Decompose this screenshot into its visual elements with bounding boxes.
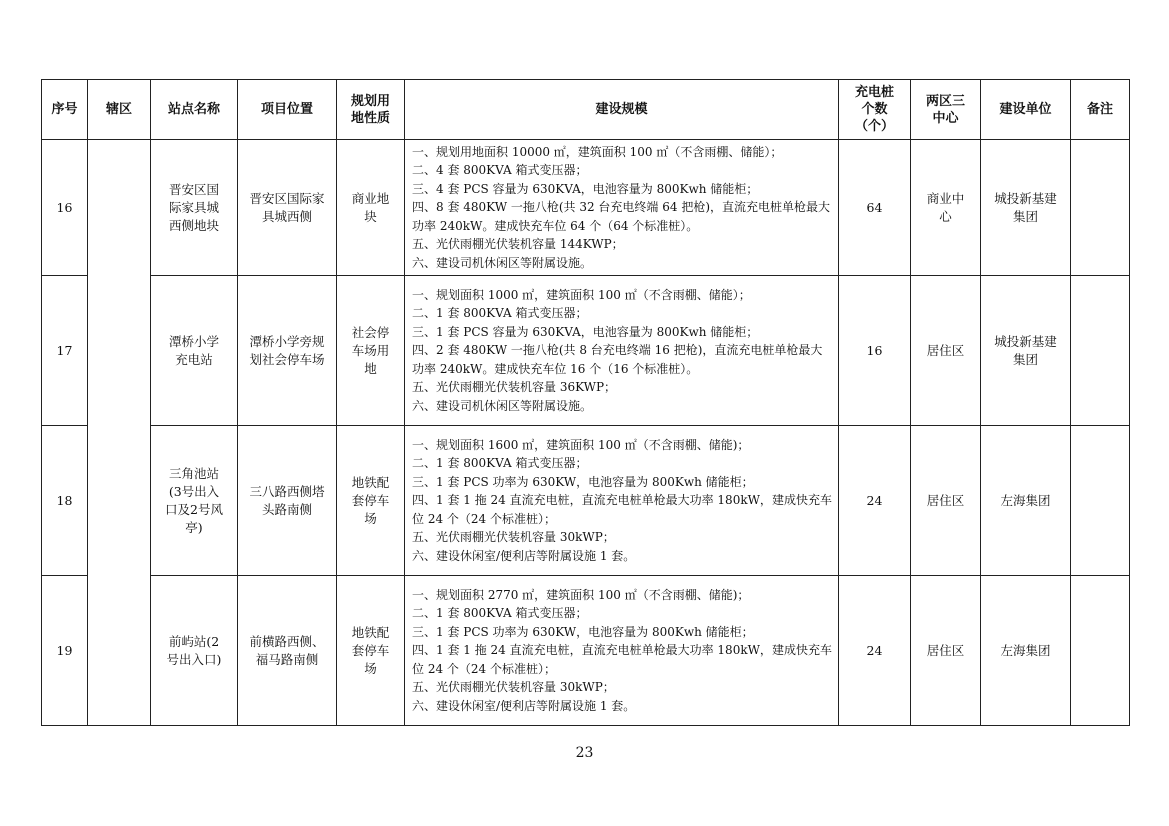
scale-line: 二、4 套 800KVA 箱式变压器； xyxy=(412,163,588,178)
scale-line: 六、建设休闲室/便利店等附属设施 1 套。 xyxy=(412,698,636,713)
header-location: 项目位置 xyxy=(238,80,337,140)
district-cell xyxy=(88,140,151,726)
scale-line: 四、8 套 480KW 一拖八枪(共 32 台充电终端 64 把枪)，直流充电桩单枪最大功率 240kW。建成快充车位 64 个（64 个标准桩）。 xyxy=(412,200,831,233)
land-use: 地铁配套停车场 xyxy=(337,426,405,576)
station-name: 晋安区国际家具城西侧地块 xyxy=(151,140,238,276)
header-builder: 建设单位 xyxy=(981,80,1071,140)
scale-line: 一、规划面积 2770 ㎡，建筑面积 100 ㎡（不含雨棚、储能)； xyxy=(412,587,750,602)
scale-line: 二、1 套 800KVA 箱式变压器； xyxy=(412,606,588,621)
charger-count: 64 xyxy=(839,140,911,276)
scale-line: 六、建设司机休闲区等附属设施。 xyxy=(412,255,593,270)
scale-line: 五、光伏雨棚光伏装机容量 144KWP； xyxy=(412,237,624,252)
builder: 左海集团 xyxy=(981,426,1071,576)
project-location: 潭桥小学旁规划社会停车场 xyxy=(238,276,337,426)
builder: 城投新基建集团 xyxy=(981,140,1071,276)
scale-line: 五、光伏雨棚光伏装机容量 36KWP； xyxy=(412,380,617,395)
scale-line: 三、1 套 PCS 容量为 630KVA，电池容量为 800Kwh 储能柜； xyxy=(412,324,759,339)
scale-line: 一、规划面积 1600 ㎡，建筑面积 100 ㎡（不含雨棚、储能)； xyxy=(412,437,750,452)
construction-scale xyxy=(405,276,839,426)
station-name: 潭桥小学充电站 xyxy=(151,276,238,426)
header-zone: 两区三中心 xyxy=(911,80,981,140)
scale-line: 二、1 套 800KVA 箱式变压器； xyxy=(412,306,588,321)
zone: 商业中心 xyxy=(911,140,981,276)
remark xyxy=(1071,576,1130,726)
row-no: 17 xyxy=(42,276,88,426)
construction-scale xyxy=(405,140,839,276)
scale-line: 一、规划面积 1000 ㎡，建筑面积 100 ㎡（不含雨棚、储能）； xyxy=(412,287,751,302)
station-name: 三角池站(3号出入口及2号风亭) xyxy=(151,426,238,576)
page-number: 23 xyxy=(575,745,594,761)
remark xyxy=(1071,140,1130,276)
header-no: 序号 xyxy=(42,80,88,140)
charger-count: 24 xyxy=(839,576,911,726)
scale-line: 六、建设司机休闲区等附属设施。 xyxy=(412,398,593,413)
header-station-name: 站点名称 xyxy=(151,80,238,140)
zone: 居住区 xyxy=(911,426,981,576)
project-location: 前横路西侧、福马路南侧 xyxy=(238,576,337,726)
table-row xyxy=(42,426,1130,576)
header-row xyxy=(42,80,1130,140)
scale-line: 五、光伏雨棚光伏装机容量 30kWP； xyxy=(412,530,615,545)
scale-line: 四、2 套 480KW 一拖八枪(共 8 台充电终端 16 把枪)，直流充电桩单枪最大功率 240kW。建成快充车位 16 个（16 个标准桩）。 xyxy=(412,343,823,376)
scale-line: 三、1 套 PCS 功率为 630KW，电池容量为 800Kwh 储能柜； xyxy=(412,624,754,639)
header-charger-count: 充电桩个数（个） xyxy=(839,80,911,140)
scale-line: 六、建设休闲室/便利店等附属设施 1 套。 xyxy=(412,548,636,563)
project-location: 三八路西侧塔头路南侧 xyxy=(238,426,337,576)
construction-scale xyxy=(405,426,839,576)
header-land-use: 规划用地性质 xyxy=(337,80,405,140)
builder: 左海集团 xyxy=(981,576,1071,726)
scale-line: 一、规划用地面积 10000 ㎡，建筑面积 100 ㎡（不含雨棚、储能）； xyxy=(412,144,783,159)
scale-line: 四、1 套 1 拖 24 直流充电桩，直流充电桩单枪最大功率 180kW，建成快充车位 24 个（24 个标准桩）； xyxy=(412,493,832,526)
land-use: 地铁配套停车场 xyxy=(337,576,405,726)
zone: 居住区 xyxy=(911,576,981,726)
scale-line: 三、4 套 PCS 容量为 630KVA，电池容量为 800Kwh 储能柜； xyxy=(412,181,759,196)
station-name: 前屿站(2号出入口) xyxy=(151,576,238,726)
land-use: 社会停车场用地 xyxy=(337,276,405,426)
header-remark: 备注 xyxy=(1071,80,1130,140)
table-row xyxy=(42,276,1130,426)
row-no: 18 xyxy=(42,426,88,576)
row-no: 16 xyxy=(42,140,88,276)
scale-line: 三、1 套 PCS 功率为 630KW，电池容量为 800Kwh 储能柜； xyxy=(412,474,754,489)
scale-line: 四、1 套 1 拖 24 直流充电桩，直流充电桩单枪最大功率 180kW，建成快充车位 24 个（24 个标准桩）； xyxy=(412,643,832,676)
row-no: 19 xyxy=(42,576,88,726)
table-row xyxy=(42,140,1130,276)
charger-count: 24 xyxy=(839,426,911,576)
scale-line: 五、光伏雨棚光伏装机容量 30kWP； xyxy=(412,680,615,695)
remark xyxy=(1071,276,1130,426)
station-table xyxy=(41,79,1130,726)
charger-count: 16 xyxy=(839,276,911,426)
scale-line: 二、1 套 800KVA 箱式变压器； xyxy=(412,456,588,471)
construction-scale xyxy=(405,576,839,726)
land-use: 商业地块 xyxy=(337,140,405,276)
builder: 城投新基建集团 xyxy=(981,276,1071,426)
project-location: 晋安区国际家具城西侧 xyxy=(238,140,337,276)
table-row xyxy=(42,576,1130,726)
header-scale: 建设规模 xyxy=(405,80,839,140)
header-district: 辖区 xyxy=(88,80,151,140)
zone: 居住区 xyxy=(911,276,981,426)
remark xyxy=(1071,426,1130,576)
